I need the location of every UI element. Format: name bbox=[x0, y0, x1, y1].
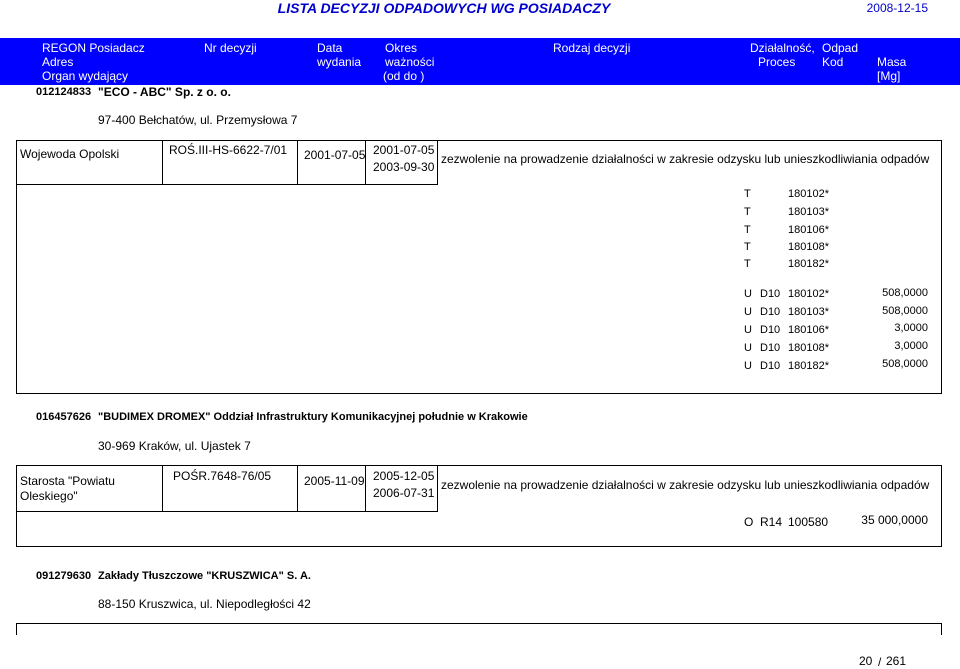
transport-row-dz: T bbox=[744, 206, 751, 218]
disposal-row-kod: 180182* bbox=[788, 360, 829, 372]
page-total: 261 bbox=[886, 654, 907, 668]
header-masa: Masa bbox=[877, 55, 907, 69]
disposal-row-dz: U bbox=[744, 342, 752, 354]
holder-2-regon: 016457626 bbox=[36, 411, 92, 423]
holder-3-name: Zakłady Tłuszczowe "KRUSZWICA" S. A. bbox=[98, 570, 311, 582]
disposal-row-masa: 3,0000 bbox=[894, 340, 928, 352]
disposal-row-dz: U bbox=[744, 288, 752, 300]
header-regon: REGON Posiadacz bbox=[42, 41, 145, 55]
decision-2-data: 2005-11-09 bbox=[304, 474, 365, 488]
transport-row-kod: 180182* bbox=[788, 258, 829, 270]
decision-2-organ-line2: Oleskiego" bbox=[20, 489, 78, 503]
report-title: LISTA DECYZJI ODPADOWYCH WG POSIADACZY bbox=[277, 0, 611, 16]
header-nr-decyzji: Nr decyzji bbox=[204, 41, 257, 55]
decision-2-rodzaj: zezwolenie na prowadzenie działalności w zakresie odzysku lub unieszkodliwiania odpadów bbox=[441, 478, 930, 492]
disposal-row-masa: 508,0000 bbox=[882, 358, 928, 370]
transport-row-kod: 180102* bbox=[788, 188, 829, 200]
decision-1-do: 2003-09-30 bbox=[373, 160, 435, 174]
decision-1-rodzaj: zezwolenie na prowadzenie działalności w zakresie odzysku lub unieszkodliwiania odpadów bbox=[441, 152, 930, 166]
decision-2-do: 2006-07-31 bbox=[373, 486, 435, 500]
disposal-row-proc: D10 bbox=[760, 342, 781, 354]
recovery-row-kod: 100580 bbox=[788, 515, 829, 529]
page-number: 20 bbox=[859, 654, 873, 668]
holder-3-address: 88-150 Kruszwica, ul. Niepodległości 42 bbox=[98, 597, 311, 611]
holder-1-address: 97-400 Bełchatów, ul. Przemysłowa 7 bbox=[98, 113, 298, 127]
page-separator: / bbox=[878, 655, 882, 669]
header-odpad: Odpad bbox=[822, 41, 859, 55]
holder-2-address: 30-969 Kraków, ul. Ujastek 7 bbox=[98, 439, 251, 453]
disposal-row-masa: 3,0000 bbox=[894, 322, 928, 334]
holder-1-regon: 012124833 bbox=[36, 86, 92, 98]
transport-row-kod: 180103* bbox=[788, 206, 829, 218]
header-rodzaj: Rodzaj decyzji bbox=[553, 41, 631, 55]
recovery-row-masa: 35 000,0000 bbox=[861, 513, 928, 527]
decision-2-organ-line1: Starosta "Powiatu bbox=[20, 474, 115, 488]
decision-1-data: 2001-07-05 bbox=[304, 148, 366, 162]
header-waznosci: ważności bbox=[385, 55, 435, 69]
decision-1-nr: ROŚ.III-HS-6622-7/01 bbox=[169, 143, 288, 157]
disposal-row-proc: D10 bbox=[760, 288, 781, 300]
recovery-row-proc: R14 bbox=[760, 515, 783, 529]
disposal-row-kod: 180102* bbox=[788, 288, 829, 300]
disposal-row-dz: U bbox=[744, 306, 752, 318]
header-proces: Proces bbox=[758, 55, 796, 69]
header-kod: Kod bbox=[822, 55, 844, 69]
report-date: 2008-12-15 bbox=[866, 1, 928, 15]
transport-row-kod: 180106* bbox=[788, 224, 829, 236]
header-mg: [Mg] bbox=[877, 69, 901, 83]
disposal-row-kod: 180106* bbox=[788, 324, 829, 336]
header-od-do: (od do ) bbox=[383, 69, 425, 83]
disposal-row-masa: 508,0000 bbox=[882, 287, 928, 299]
decision-1-od: 2001-07-05 bbox=[373, 143, 435, 157]
holder-1-name: "ECO - ABC" Sp. z o. o. bbox=[98, 85, 231, 99]
decision-1-organ: Wojewoda Opolski bbox=[20, 147, 120, 161]
recovery-row-dz: O bbox=[744, 515, 754, 529]
transport-row-dz: T bbox=[744, 224, 751, 236]
holder-2-name: "BUDIMEX DROMEX" Oddział Infrastruktury Komunikacyjnej południe w Krakowie bbox=[98, 411, 528, 423]
disposal-row-proc: D10 bbox=[760, 360, 781, 372]
transport-row-dz: T bbox=[744, 241, 751, 253]
disposal-row-proc: D10 bbox=[760, 306, 781, 318]
header-okres: Okres bbox=[385, 41, 418, 55]
disposal-row-dz: U bbox=[744, 324, 752, 336]
transport-row-dz: T bbox=[744, 258, 751, 270]
header-wydania: wydania bbox=[317, 55, 362, 69]
header-data: Data bbox=[317, 41, 343, 55]
decision-2-nr: POŚR.7648-76/05 bbox=[173, 469, 272, 483]
holder-3-regon: 091279630 bbox=[36, 570, 92, 582]
transport-row-kod: 180108* bbox=[788, 241, 829, 253]
decision-2-od: 2005-12-05 bbox=[373, 469, 435, 483]
header-dzialalnosc: Działalność, bbox=[750, 41, 815, 55]
header-adres: Adres bbox=[42, 55, 74, 69]
disposal-row-dz: U bbox=[744, 360, 752, 372]
disposal-row-kod: 180103* bbox=[788, 306, 829, 318]
transport-row-dz: T bbox=[744, 188, 751, 200]
header-organ: Organ wydający bbox=[42, 69, 129, 83]
disposal-row-kod: 180108* bbox=[788, 342, 829, 354]
disposal-row-proc: D10 bbox=[760, 324, 781, 336]
decision-3-frame-top bbox=[16, 623, 942, 624]
disposal-row-masa: 508,0000 bbox=[882, 305, 928, 317]
